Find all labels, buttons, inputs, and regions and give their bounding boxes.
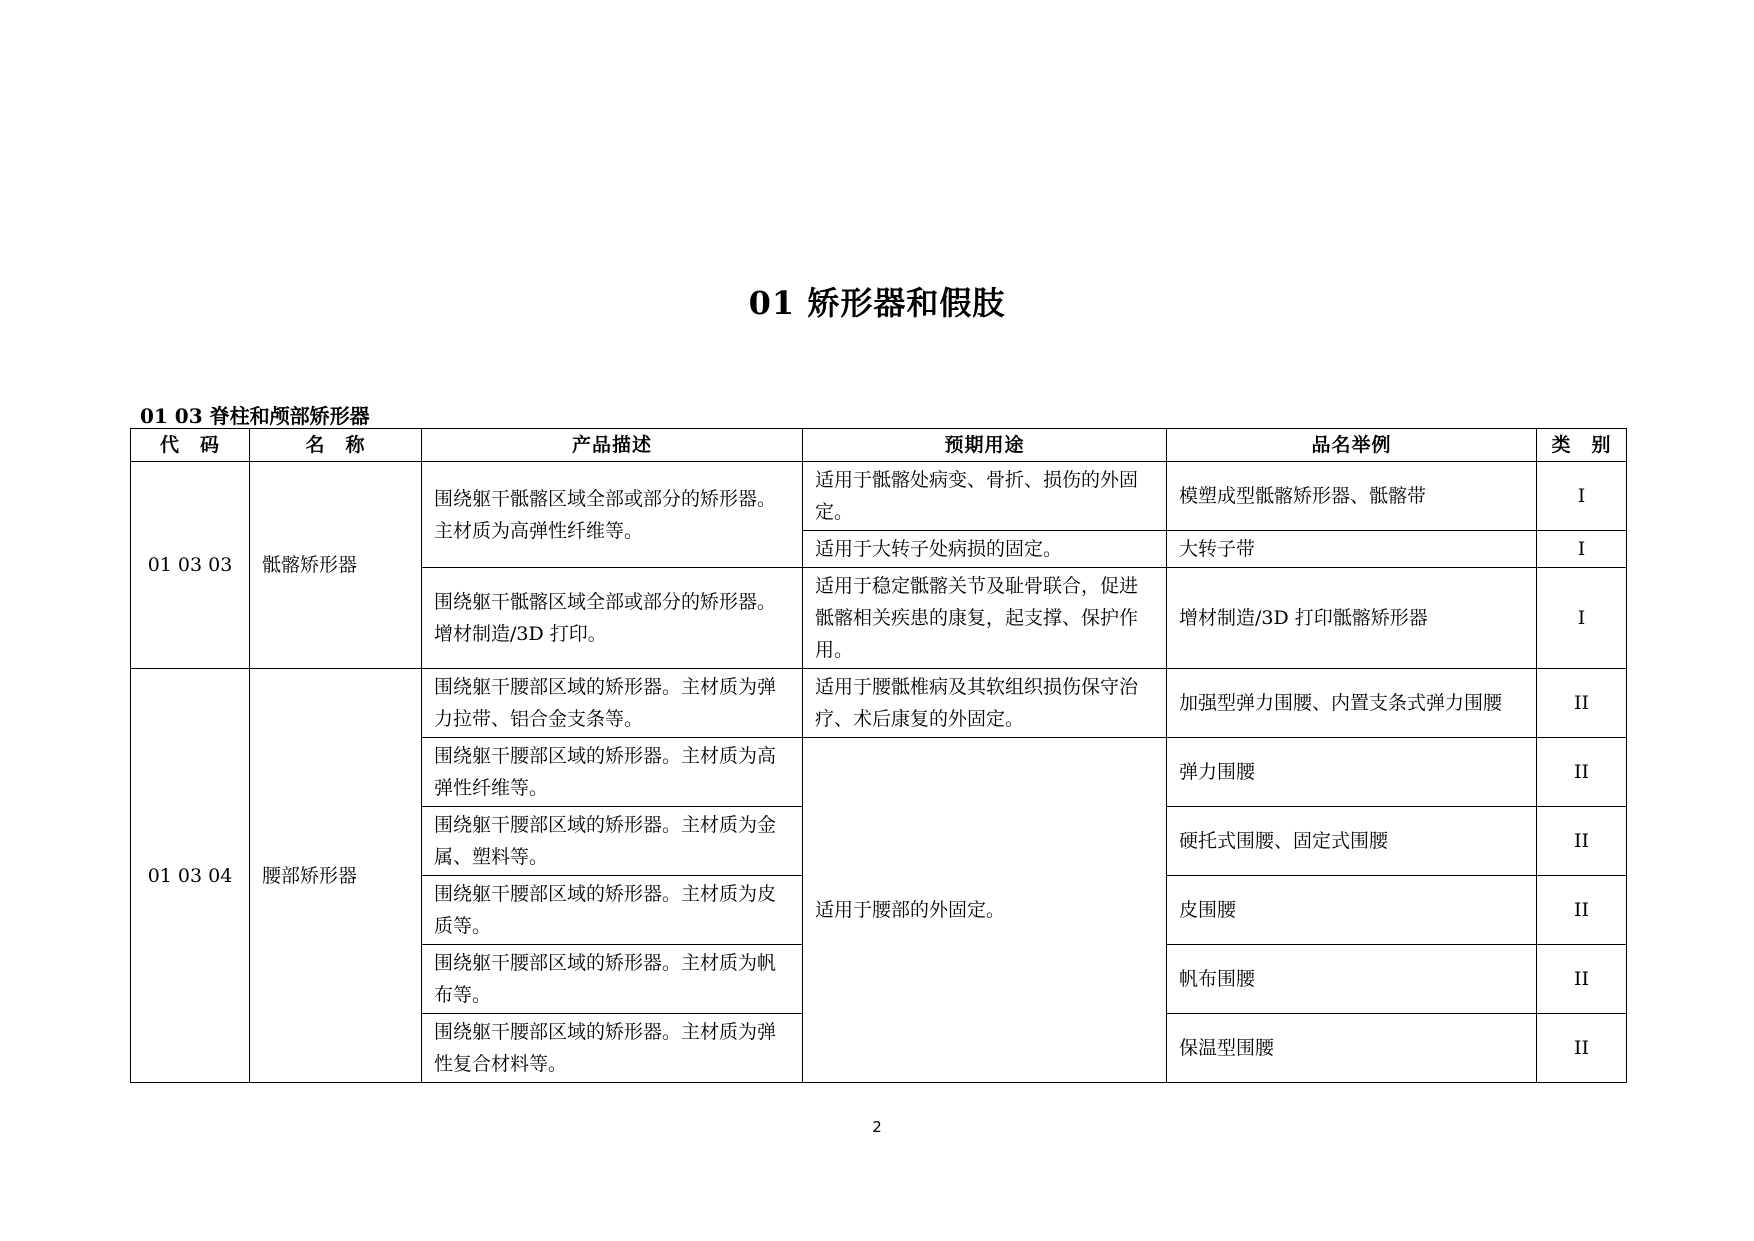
- cell-class: I: [1537, 462, 1627, 531]
- header-description: 产品描述: [422, 429, 803, 462]
- cell-description: 围绕躯干腰部区域的矫形器。主材质为皮质等。: [422, 876, 803, 945]
- cell-class: I: [1537, 568, 1627, 669]
- header-name: 名 称: [250, 429, 422, 462]
- table-header-row: [131, 429, 1627, 462]
- cell-description: 围绕躯干腰部区域的矫形器。主材质为金属、塑料等。: [422, 807, 803, 876]
- cell-intended-use: 适用于腰部的外固定。: [803, 738, 1167, 1083]
- cell-intended-use: 适用于腰骶椎病及其软组织损伤保守治疗、术后康复的外固定。: [803, 669, 1167, 738]
- cell-code: 01 03 03: [131, 462, 250, 669]
- header-intended-use: 预期用途: [803, 429, 1167, 462]
- cell-class: II: [1537, 945, 1627, 1014]
- cell-intended-use: 适用于大转子处病损的固定。: [803, 531, 1167, 568]
- cell-class: II: [1537, 669, 1627, 738]
- header-class: 类 别: [1537, 429, 1627, 462]
- cell-intended-use: 适用于骶髂处病变、骨折、损伤的外固定。: [803, 462, 1167, 531]
- header-examples: 品名举例: [1167, 429, 1537, 462]
- cell-examples: 模塑成型骶髂矫形器、骶髂带: [1167, 462, 1537, 531]
- cell-description: 围绕躯干骶髂区域全部或部分的矫形器。增材制造/3D 打印。: [422, 568, 803, 669]
- cell-examples: 增材制造/3D 打印骶髂矫形器: [1167, 568, 1537, 669]
- cell-class: II: [1537, 807, 1627, 876]
- cell-class: I: [1537, 531, 1627, 568]
- cell-examples: 弹力围腰: [1167, 738, 1537, 807]
- cell-description: 围绕躯干腰部区域的矫形器。主材质为帆布等。: [422, 945, 803, 1014]
- cell-examples: 硬托式围腰、固定式围腰: [1167, 807, 1537, 876]
- cell-intended-use: 适用于稳定骶髂关节及耻骨联合，促进骶髂相关疾患的康复，起支撑、保护作用。: [803, 568, 1167, 669]
- cell-examples: 保温型围腰: [1167, 1014, 1537, 1083]
- cell-description: 围绕躯干腰部区域的矫形器。主材质为弹力拉带、铝合金支条等。: [422, 669, 803, 738]
- cell-code: 01 03 04: [131, 669, 250, 1083]
- cell-examples: 大转子带: [1167, 531, 1537, 568]
- cell-examples: 帆布围腰: [1167, 945, 1537, 1014]
- cell-description: 围绕躯干腰部区域的矫形器。主材质为高弹性纤维等。: [422, 738, 803, 807]
- page-number: 2: [872, 1118, 882, 1136]
- cell-class: II: [1537, 738, 1627, 807]
- cell-class: II: [1537, 1014, 1627, 1083]
- section-title: 01 03 脊柱和颅部矫形器: [140, 404, 370, 428]
- page-title: 01 矫形器和假肢: [748, 284, 1006, 322]
- cell-description: 围绕躯干骶髂区域全部或部分的矫形器。主材质为高弹性纤维等。: [422, 462, 803, 568]
- cell-description: 围绕躯干腰部区域的矫形器。主材质为弹性复合材料等。: [422, 1014, 803, 1083]
- cell-examples: 皮围腰: [1167, 876, 1537, 945]
- table-row: [131, 462, 1627, 531]
- cell-class: II: [1537, 876, 1627, 945]
- catalog-table: [130, 428, 1627, 1083]
- cell-name: 腰部矫形器: [250, 669, 422, 1083]
- cell-name: 骶髂矫形器: [250, 462, 422, 669]
- cell-examples: 加强型弹力围腰、内置支条式弹力围腰: [1167, 669, 1537, 738]
- table-row: [131, 669, 1627, 738]
- header-code: 代 码: [131, 429, 250, 462]
